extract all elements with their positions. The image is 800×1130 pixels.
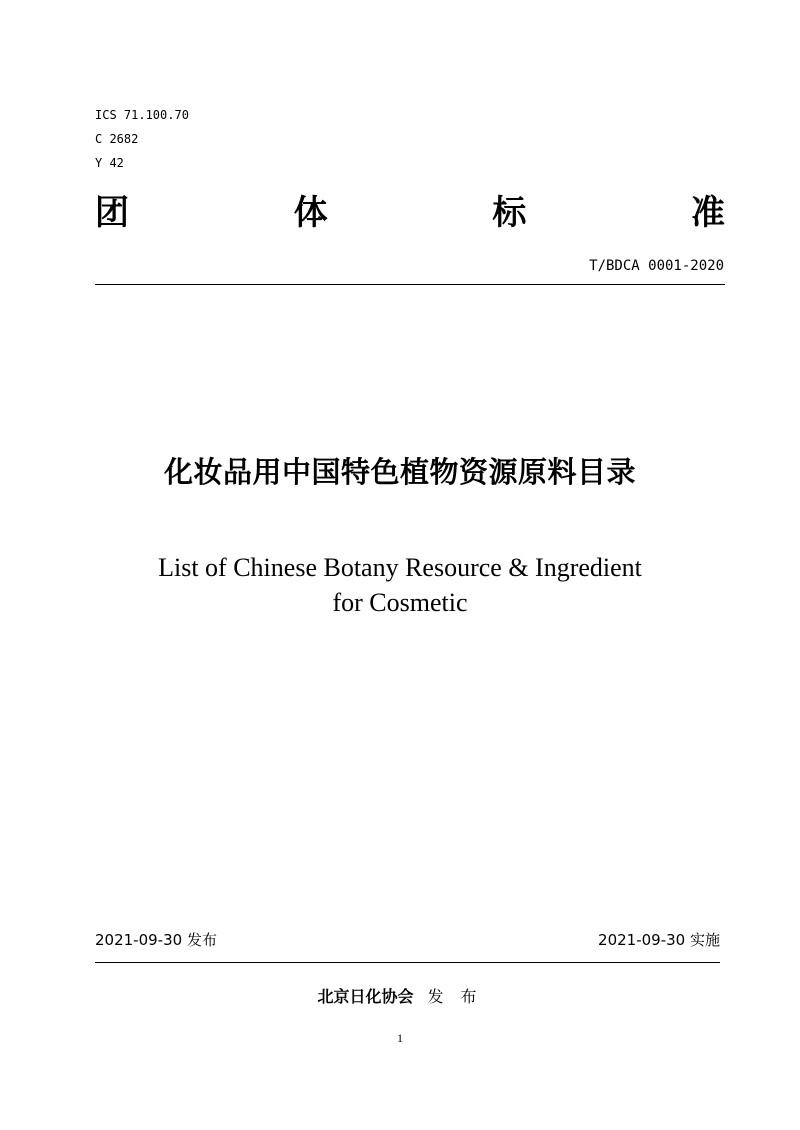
standard-number: T/BDCA 0001-2020 xyxy=(589,258,724,274)
doc-type-char: 体 xyxy=(293,193,328,233)
top-divider xyxy=(95,284,725,285)
ccs-code: C 2682 xyxy=(95,132,139,146)
bottom-divider xyxy=(95,962,720,963)
doc-type-char: 标 xyxy=(492,193,527,233)
implementation-date: 2021-09-30 实施 xyxy=(598,931,720,949)
english-title-line-2: for Cosmetic xyxy=(332,588,468,617)
doc-type-char: 团 xyxy=(95,193,129,233)
english-title xyxy=(0,550,800,620)
release-date: 2021-09-30 发布 xyxy=(95,931,217,949)
category-code: Y 42 xyxy=(95,156,124,170)
doc-type-char: 准 xyxy=(690,193,725,233)
page-number: 1 xyxy=(397,1031,403,1045)
classification-codes xyxy=(95,103,189,175)
issuing-organization: 北京日化协会 xyxy=(317,987,414,1006)
document-type-heading xyxy=(95,188,725,238)
issue-action: 发 布 xyxy=(427,987,483,1006)
chinese-title: 化妆品用中国特色植物资源原料目录 xyxy=(163,455,636,489)
ics-code: ICS 71.100.70 xyxy=(95,108,189,122)
date-row xyxy=(95,929,720,950)
english-title-line-1: List of Chinese Botany Resource & Ingredient xyxy=(158,553,642,582)
issuer-line xyxy=(0,984,800,1007)
